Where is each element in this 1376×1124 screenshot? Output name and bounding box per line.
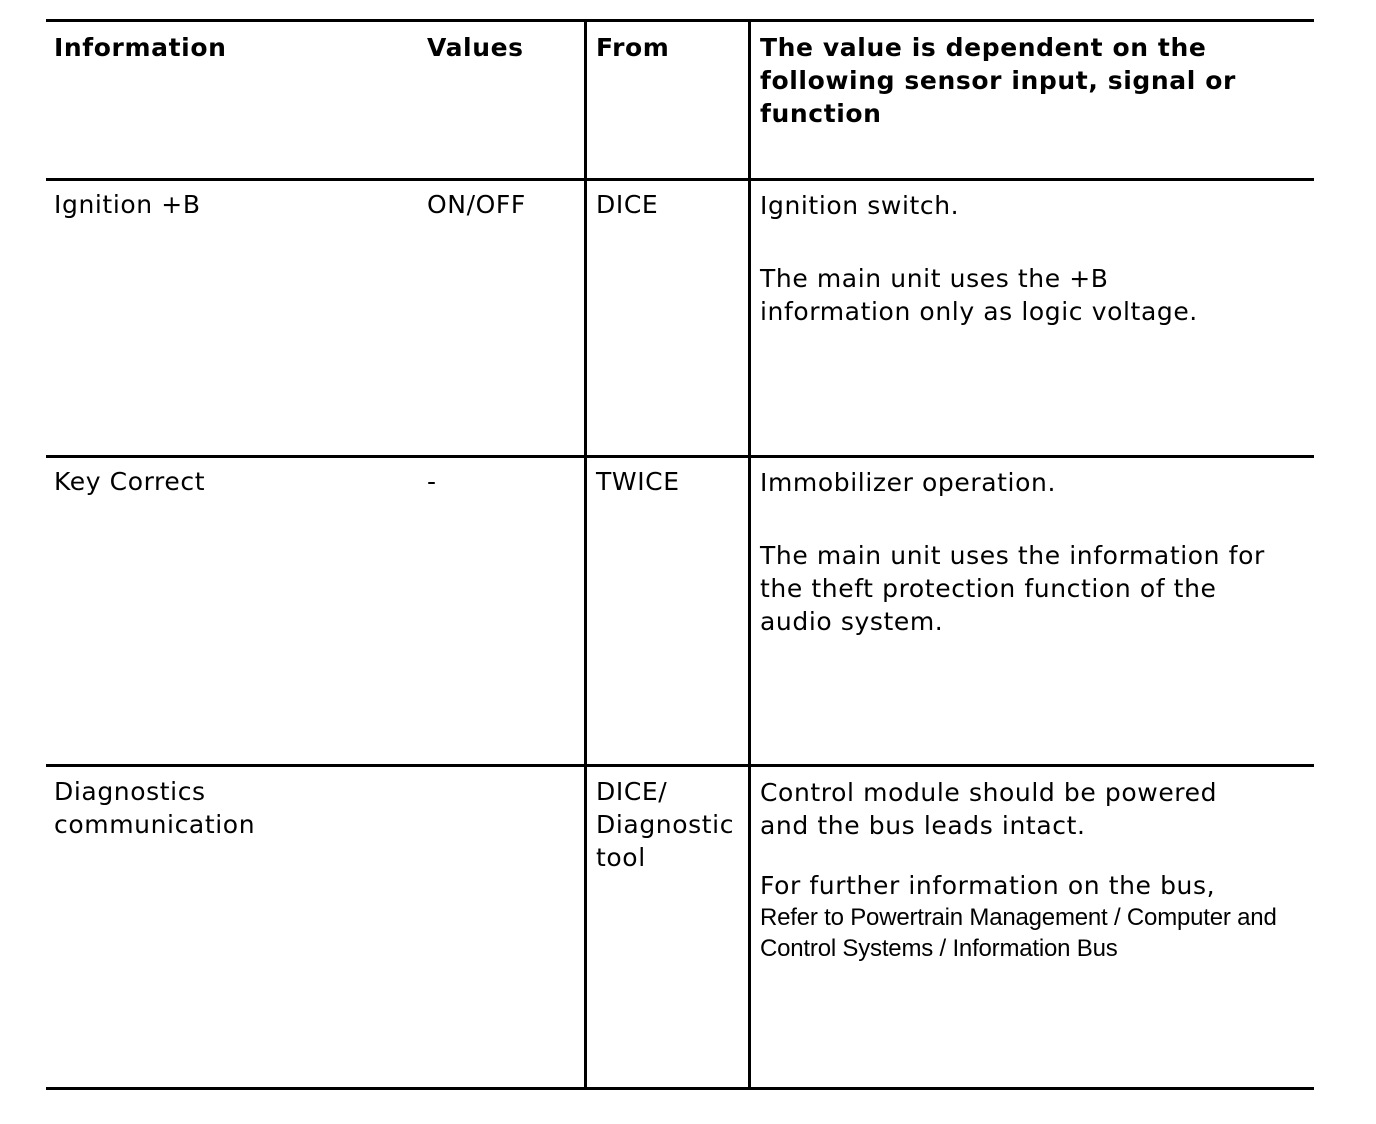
text-line: information only as logic voltage. [760, 297, 1198, 326]
row-3-from [596, 775, 734, 874]
cell-text: Key Correct [54, 467, 206, 496]
row-3-information [54, 775, 255, 841]
text-line: The main unit uses the +B [760, 264, 1109, 293]
header-values: Values [427, 33, 524, 62]
header-dependency [760, 31, 1236, 130]
paragraph [760, 776, 1277, 842]
text-line: the theft protection function of the [760, 574, 1217, 603]
table-bottom-rule [46, 1087, 1314, 1090]
row-1-bottom-rule [46, 455, 1314, 458]
header-from: From [596, 33, 670, 62]
row-2-bottom-rule [46, 764, 1314, 767]
cell-text: Diagnostics [54, 777, 206, 806]
row-2-information [54, 465, 205, 498]
row-2-dependency [760, 466, 1265, 638]
paragraph [760, 262, 1198, 328]
text-line: Ignition switch. [760, 191, 960, 220]
paragraph [760, 466, 1265, 499]
paragraph [760, 869, 1277, 964]
paragraph [760, 539, 1265, 638]
text-line: Immobilizer operation. [760, 468, 1056, 497]
header-bottom-rule [46, 178, 1314, 181]
row-1-from [596, 188, 658, 221]
cell-text: tool [596, 843, 646, 872]
text-line: For further information on the bus, [760, 871, 1216, 900]
text-line: audio system. [760, 607, 944, 636]
cell-text: Ignition +B [54, 190, 201, 219]
column-divider-values-from [584, 20, 587, 1090]
header-dependency-line: function [760, 99, 882, 128]
row-1-dependency [760, 189, 1198, 328]
text-line: and the bus leads intact. [760, 811, 1086, 840]
row-3-dependency [760, 776, 1277, 964]
row-2-from [596, 465, 680, 498]
reference-link-text[interactable]: Control Systems / Information Bus [760, 935, 1118, 962]
cell-text: DICE [596, 190, 659, 219]
row-2-values: - [427, 467, 437, 496]
table-top-rule [46, 19, 1314, 22]
paragraph [760, 189, 1198, 222]
reference-link-text[interactable]: Refer to Powertrain Management / Computer and [760, 904, 1277, 931]
header-dependency-line: The value is dependent on the [760, 33, 1207, 62]
cell-text: DICE/ [596, 777, 668, 806]
row-1-information [54, 188, 201, 221]
text-line: Control module should be powered [760, 778, 1218, 807]
cell-text: Diagnostic [596, 810, 735, 839]
cell-text: TWICE [596, 467, 680, 496]
header-dependency-line: following sensor input, signal or [760, 66, 1236, 95]
text-line: The main unit uses the information for [760, 541, 1265, 570]
row-1-values: ON/OFF [427, 190, 526, 219]
header-information: Information [54, 33, 227, 62]
column-divider-from-dependency [748, 20, 751, 1090]
cell-text: communication [54, 810, 256, 839]
